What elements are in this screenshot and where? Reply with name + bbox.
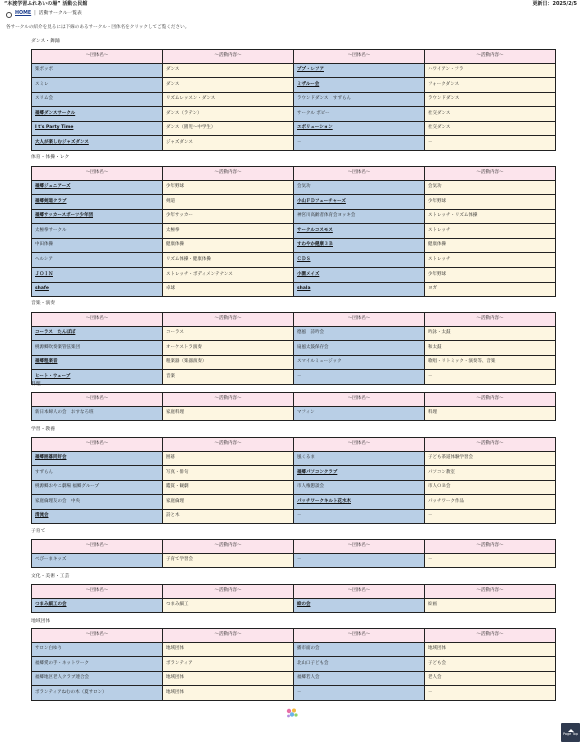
circle-name-cell xyxy=(294,642,425,657)
circle-name-link[interactable]: エボリューション xyxy=(297,125,333,131)
table-row xyxy=(32,107,556,122)
circle-name: 桃源郷おやこ劇場 福郷グループ xyxy=(35,484,100,490)
circle-name: 扇風太鼓保存会 xyxy=(297,344,329,350)
circle-name: 会気功 xyxy=(297,184,311,190)
column-header-name: ～団体名～ xyxy=(32,629,163,643)
column-header-activity: ～活動内容～ xyxy=(163,585,294,599)
breadcrumb xyxy=(6,11,82,18)
column-header-activity: ～活動内容～ xyxy=(425,629,556,643)
circle-name-link[interactable]: すわやか健康３Ｂ xyxy=(297,242,333,248)
column-header-activity: ～活動内容～ xyxy=(163,438,294,452)
section-heading: ダンス・舞踊 xyxy=(31,39,60,44)
activity-cell: 会気功 xyxy=(425,180,556,195)
activity-cell: － xyxy=(425,370,556,385)
circle-name-link[interactable]: I t's Party Time xyxy=(35,125,74,131)
circle-name-cell xyxy=(294,195,425,210)
activity-cell: ダンス xyxy=(163,78,294,93)
column-header-activity: ～活動内容～ xyxy=(163,50,294,64)
table-row xyxy=(32,406,556,421)
circle-name-cell xyxy=(294,495,425,510)
circle-name-link[interactable]: ＣＤＳ xyxy=(297,257,311,263)
activity-cell: リズム体操・健康体操 xyxy=(163,253,294,268)
section-heading: 文化・美術・工芸 xyxy=(31,574,70,579)
circle-name: 新日本婦人の会 おすなろ班 xyxy=(35,410,94,416)
circle-name: スミレ xyxy=(35,81,49,87)
circle-name: 楽ポッポ xyxy=(35,67,53,73)
circle-name-cell xyxy=(32,509,163,524)
circle-name: すずらん xyxy=(35,469,54,475)
table-row xyxy=(32,355,556,370)
section-heading: 体育・体操・レク xyxy=(31,155,70,160)
activity-cell: オーケストラ演奏 xyxy=(163,341,294,356)
table-row xyxy=(32,495,556,510)
circle-name-cell xyxy=(294,92,425,107)
table-row xyxy=(32,121,556,136)
section-heading: 学習・教養 xyxy=(31,427,55,432)
activity-cell: － xyxy=(425,686,556,701)
circle-name-link[interactable]: コーラス たんぽぽ xyxy=(35,330,76,336)
activity-cell: 卓球 xyxy=(163,282,294,297)
circle-name-cell xyxy=(32,370,163,385)
circle-name: 福郷若人会 xyxy=(297,675,320,681)
column-header-name: ～団体名～ xyxy=(32,438,163,452)
activity-cell: ヨガ xyxy=(425,282,556,297)
activity-cell: ラウンドダンス xyxy=(425,92,556,107)
circle-name-cell xyxy=(32,92,163,107)
activity-cell: 地域団体 xyxy=(425,642,556,657)
page-top-label: Page Top xyxy=(562,731,578,736)
circle-name-link[interactable]: 福郷サッカースポーツ少年団 xyxy=(35,213,94,219)
circle-name-cell xyxy=(32,406,163,421)
column-header-name: ～団体名～ xyxy=(32,167,163,181)
circle-name-cell xyxy=(32,78,163,93)
activity-cell: 音楽 xyxy=(163,370,294,385)
circle-name: 播市面の会 xyxy=(297,646,320,652)
column-header-name: ～団体名～ xyxy=(294,167,425,181)
activity-cell: 歌唱・リトミック・演奏等、音楽 xyxy=(425,355,556,370)
circle-name: サロン白ゆり xyxy=(35,646,62,652)
circle-table xyxy=(31,539,556,568)
table-row xyxy=(32,598,556,613)
circle-name: 市人権懇談会 xyxy=(297,484,324,490)
circle-name-cell xyxy=(32,238,163,253)
activity-cell: 太極拳 xyxy=(163,224,294,239)
circle-name-link[interactable]: つまみ細工の会 xyxy=(35,602,67,608)
table-row xyxy=(32,78,556,93)
circle-name-cell xyxy=(32,209,163,224)
circle-name-cell xyxy=(32,136,163,151)
circle-table xyxy=(31,166,556,297)
circle-name-cell xyxy=(294,355,425,370)
circle-name: － xyxy=(297,557,302,563)
column-header-name: ～団体名～ xyxy=(32,50,163,64)
table-row xyxy=(32,553,556,568)
table-row xyxy=(32,268,556,283)
column-header-name: ～団体名～ xyxy=(294,585,425,599)
circle-name-cell xyxy=(32,121,163,136)
column-header-name: ～団体名～ xyxy=(294,393,425,407)
column-header-activity: ～活動内容～ xyxy=(425,540,556,554)
table-row xyxy=(32,509,556,524)
activity-cell: リズムレッスン・ダンス xyxy=(163,92,294,107)
activity-cell: 鑑賞・観劇 xyxy=(163,480,294,495)
circle-name-cell xyxy=(32,657,163,672)
circle-name-cell xyxy=(32,671,163,686)
circle-name-link[interactable]: 小山ＦＤフューチャーズ xyxy=(297,198,346,204)
circle-name-cell xyxy=(294,451,425,466)
circle-name-cell xyxy=(294,63,425,78)
column-header-activity: ～活動内容～ xyxy=(425,393,556,407)
circle-name-link[interactable]: 小園メイズ xyxy=(297,271,320,277)
table-row xyxy=(32,480,556,495)
circle-name-cell xyxy=(294,107,425,122)
circle-name: － xyxy=(297,689,302,695)
table-row xyxy=(32,341,556,356)
circle-name: 神宮川高齢者体育会ヨッキ会 xyxy=(297,213,356,219)
flower-icon xyxy=(285,707,299,719)
table-row xyxy=(32,326,556,341)
circle-name-cell xyxy=(32,466,163,481)
circle-name: 北山口子ども会 xyxy=(297,660,329,666)
circle-name-cell xyxy=(32,107,163,122)
circle-name: スリム会 xyxy=(35,96,53,102)
column-header-activity: ～活動内容～ xyxy=(425,585,556,599)
column-header-name: ～団体名～ xyxy=(294,50,425,64)
table-row xyxy=(32,671,556,686)
column-header-name: ～団体名～ xyxy=(32,540,163,554)
circle-name: － xyxy=(297,373,302,379)
activity-cell: パソコン教室 xyxy=(425,466,556,481)
activity-cell: 社交ダンス xyxy=(425,107,556,122)
table-row xyxy=(32,92,556,107)
circle-name-cell xyxy=(32,180,163,195)
activity-cell: 社交ダンス xyxy=(425,121,556,136)
site-title: “本渡学習ふれあいの場” 活動公民館 xyxy=(4,1,88,7)
circle-name-cell xyxy=(32,253,163,268)
circle-name-cell xyxy=(294,238,425,253)
activity-cell: 少年サッカー xyxy=(163,209,294,224)
circle-name: 風くるま xyxy=(297,455,315,461)
table-row xyxy=(32,180,556,195)
table-row xyxy=(32,253,556,268)
activity-cell: ジャズダンス xyxy=(163,136,294,151)
activity-cell: 家庭倫理 xyxy=(163,495,294,510)
activity-cell: 地域団体 xyxy=(163,686,294,701)
table-row xyxy=(32,686,556,701)
circle-name: 家庭倫理友の会 中央 xyxy=(35,498,80,504)
activity-cell: ハワイアン・フラ xyxy=(425,63,556,78)
circle-name-cell xyxy=(294,136,425,151)
section-heading: 地域団体 xyxy=(31,619,51,624)
circle-name: － xyxy=(297,513,302,519)
circle-name-cell xyxy=(32,195,163,210)
circle-name: マフィン xyxy=(297,410,315,416)
column-header-activity: ～活動内容～ xyxy=(163,393,294,407)
circle-name-cell xyxy=(32,282,163,297)
activity-cell: 子ども会 xyxy=(425,657,556,672)
circle-name-cell xyxy=(294,341,425,356)
section-heading: 音楽・演奏 xyxy=(31,301,55,306)
circle-name-cell xyxy=(32,495,163,510)
breadcrumb-home-link[interactable]: HOME xyxy=(15,11,32,17)
circle-name-cell xyxy=(32,326,163,341)
activity-cell: ストレッチ xyxy=(425,224,556,239)
circle-name: ヘルシア xyxy=(35,257,53,263)
table-row xyxy=(32,195,556,210)
activity-cell: 和太鼓 xyxy=(425,341,556,356)
circle-name-link[interactable]: 福郷粗楽音 xyxy=(35,359,58,365)
updated-date: 更新日：2025/2/5 xyxy=(532,1,577,7)
circle-name-cell xyxy=(294,78,425,93)
table-row xyxy=(32,282,556,297)
column-header-activity: ～活動内容～ xyxy=(163,540,294,554)
circle-name-cell xyxy=(294,553,425,568)
activity-cell: 粗楽器（楽器演奏） xyxy=(163,355,294,370)
column-header-name: ～団体名～ xyxy=(294,438,425,452)
column-header-activity: ～活動内容～ xyxy=(425,438,556,452)
top-bar xyxy=(0,0,583,9)
activity-cell: ボランティア xyxy=(163,657,294,672)
activity-cell: ダンス xyxy=(163,63,294,78)
circle-name: ぺぴーまキッズ xyxy=(35,557,67,563)
table-row xyxy=(32,209,556,224)
activity-cell: 家庭料理 xyxy=(163,406,294,421)
circle-table xyxy=(31,312,556,385)
column-header-activity: ～活動内容～ xyxy=(163,629,294,643)
circle-name-cell xyxy=(294,326,425,341)
activity-cell: 囲碁 xyxy=(163,451,294,466)
activity-cell: ダンス（ラテン） xyxy=(163,107,294,122)
circle-name-link[interactable]: サークルコスモス xyxy=(297,227,333,233)
circle-name-link[interactable]: 福郷ダンスサークル xyxy=(35,110,76,116)
activity-cell: 吟詠・太鼓 xyxy=(425,326,556,341)
home-icon xyxy=(6,12,12,18)
table-row xyxy=(32,136,556,151)
circle-name-link[interactable]: ププ・レフア xyxy=(297,67,324,73)
table-row xyxy=(32,642,556,657)
circle-name: ラウンドダンス すずらん xyxy=(297,96,351,102)
activity-cell: 市人ＯＢ会 xyxy=(425,480,556,495)
activity-cell: － xyxy=(425,509,556,524)
circle-name-link[interactable]: 大人が楽しむジャズダンス xyxy=(35,140,89,146)
circle-name: 桃源郷吹奏楽管弦楽団 xyxy=(35,344,80,350)
circle-name: － xyxy=(297,140,302,146)
circle-name-link[interactable]: 福郷ジュニアーズ xyxy=(35,184,71,190)
activity-cell: － xyxy=(425,553,556,568)
activity-cell: パッチワーク作品 xyxy=(425,495,556,510)
column-header-name: ～団体名～ xyxy=(32,585,163,599)
table-row xyxy=(32,657,556,672)
activity-cell: ストレッチ xyxy=(425,253,556,268)
section-heading: 料理 xyxy=(31,382,41,387)
activity-cell: 詩と木 xyxy=(163,509,294,524)
table-row xyxy=(32,63,556,78)
circle-name-link[interactable]: 清流会 xyxy=(35,513,49,519)
circle-table xyxy=(31,437,556,524)
column-header-name: ～団体名～ xyxy=(294,540,425,554)
circle-table xyxy=(31,628,556,701)
circle-name: 德風 詩吟会 xyxy=(297,330,324,336)
circle-name-cell xyxy=(32,553,163,568)
activity-cell: 少年野球 xyxy=(425,268,556,283)
activity-cell: 写真・俳句 xyxy=(163,466,294,481)
circle-name-link[interactable]: ＪＯＩＮ xyxy=(35,271,53,277)
activity-cell: 絵画 xyxy=(425,598,556,613)
circle-name-cell xyxy=(32,341,163,356)
activity-cell: 少年野球 xyxy=(425,195,556,210)
circle-name-cell xyxy=(294,671,425,686)
activity-cell: 料理 xyxy=(425,406,556,421)
column-header-name: ～団体名～ xyxy=(32,313,163,327)
circle-table xyxy=(31,49,556,151)
circle-name-link[interactable]: パッチワークキルト花水木 xyxy=(297,498,351,504)
activity-cell: 剣道 xyxy=(163,195,294,210)
circle-name-cell xyxy=(32,268,163,283)
circle-name-cell xyxy=(32,224,163,239)
column-header-name: ～団体名～ xyxy=(294,629,425,643)
activity-cell: 子ども茶道体験学習会 xyxy=(425,451,556,466)
circle-name-cell xyxy=(32,480,163,495)
circle-name: ボランティアねむの木（夏サロン） xyxy=(35,689,107,695)
activity-cell: ストレッチ・リズム体操 xyxy=(425,209,556,224)
circle-name-link[interactable]: 福郷剣道クラブ xyxy=(35,198,67,204)
activity-cell: つまみ細工 xyxy=(163,598,294,613)
circle-name-cell xyxy=(32,451,163,466)
circle-name: 福郷地区老人クラブ連合会 xyxy=(35,675,89,681)
circle-name-cell xyxy=(294,598,425,613)
circle-name-link[interactable]: 福郷パソコンクラブ xyxy=(297,469,338,475)
section-heading: 子育て xyxy=(31,529,46,534)
activity-cell: 地域団体 xyxy=(163,671,294,686)
circle-name: サークル ポピー xyxy=(297,110,330,116)
column-header-name: ～団体名～ xyxy=(32,393,163,407)
activity-cell: コーラス xyxy=(163,326,294,341)
circle-name-cell xyxy=(294,657,425,672)
circle-name-cell xyxy=(294,466,425,481)
circle-name-link[interactable]: shafe xyxy=(35,286,49,292)
activity-cell: － xyxy=(425,136,556,151)
circle-name-cell xyxy=(294,121,425,136)
activity-cell: 健康体操 xyxy=(425,238,556,253)
circle-name-cell xyxy=(294,224,425,239)
circle-name: 中田体操 xyxy=(35,242,53,248)
table-row xyxy=(32,224,556,239)
circle-name: 福郷愛の手・ネットワーク xyxy=(35,660,89,666)
column-header-activity: ～活動内容～ xyxy=(425,50,556,64)
circle-name: 太極拳サークル xyxy=(35,227,67,233)
table-row xyxy=(32,451,556,466)
activity-cell: 老人会 xyxy=(425,671,556,686)
circle-name-cell xyxy=(32,642,163,657)
circle-name-cell xyxy=(294,509,425,524)
circle-name-link[interactable]: ミザルー会 xyxy=(297,81,320,87)
circle-name-cell xyxy=(32,686,163,701)
activity-cell: フォークダンス xyxy=(425,78,556,93)
page-top-button[interactable] xyxy=(561,723,580,742)
circle-name-link[interactable]: 絵の会 xyxy=(297,602,311,608)
circle-name-cell xyxy=(294,282,425,297)
circle-name-cell xyxy=(294,686,425,701)
column-header-activity: ～活動内容～ xyxy=(163,167,294,181)
circle-name-cell xyxy=(32,63,163,78)
circle-name-cell xyxy=(32,355,163,370)
circle-name-cell xyxy=(294,180,425,195)
circle-table xyxy=(31,392,556,421)
circle-name-link[interactable]: shala xyxy=(297,286,311,292)
table-row xyxy=(32,370,556,385)
activity-cell: ストレッチ・ボディメンテナンス xyxy=(163,268,294,283)
circle-name-cell xyxy=(294,406,425,421)
circle-name-cell xyxy=(294,209,425,224)
circle-name-cell xyxy=(294,480,425,495)
circle-name-link[interactable]: 福郷囲碁同好会 xyxy=(35,455,67,461)
circle-name-cell xyxy=(294,370,425,385)
circle-name-link[interactable]: ヒート・ウェーブ xyxy=(35,373,71,379)
column-header-name: ～団体名～ xyxy=(294,313,425,327)
intro-text: 各サークルの紹介を見るには下線のあるサークル・団体名をクリックしてご覧ください。 xyxy=(6,25,190,30)
activity-cell: ダンス（園児～中学生） xyxy=(163,121,294,136)
column-header-activity: ～活動内容～ xyxy=(163,313,294,327)
activity-cell: 健康体操 xyxy=(163,238,294,253)
column-header-activity: ～活動内容～ xyxy=(425,167,556,181)
circle-table xyxy=(31,584,556,613)
circle-name-cell xyxy=(32,598,163,613)
circle-name: スマイルミュージック xyxy=(297,359,342,365)
column-header-activity: ～活動内容～ xyxy=(425,313,556,327)
activity-cell: 子育て学習会 xyxy=(163,553,294,568)
table-row xyxy=(32,466,556,481)
activity-cell: 地域団体 xyxy=(163,642,294,657)
table-row xyxy=(32,238,556,253)
activity-cell: 少年野球 xyxy=(163,180,294,195)
breadcrumb-separator: | xyxy=(34,11,36,17)
circle-name-cell xyxy=(294,268,425,283)
circle-name-cell xyxy=(294,253,425,268)
breadcrumb-current: 活動サークル一覧表 xyxy=(38,11,82,17)
